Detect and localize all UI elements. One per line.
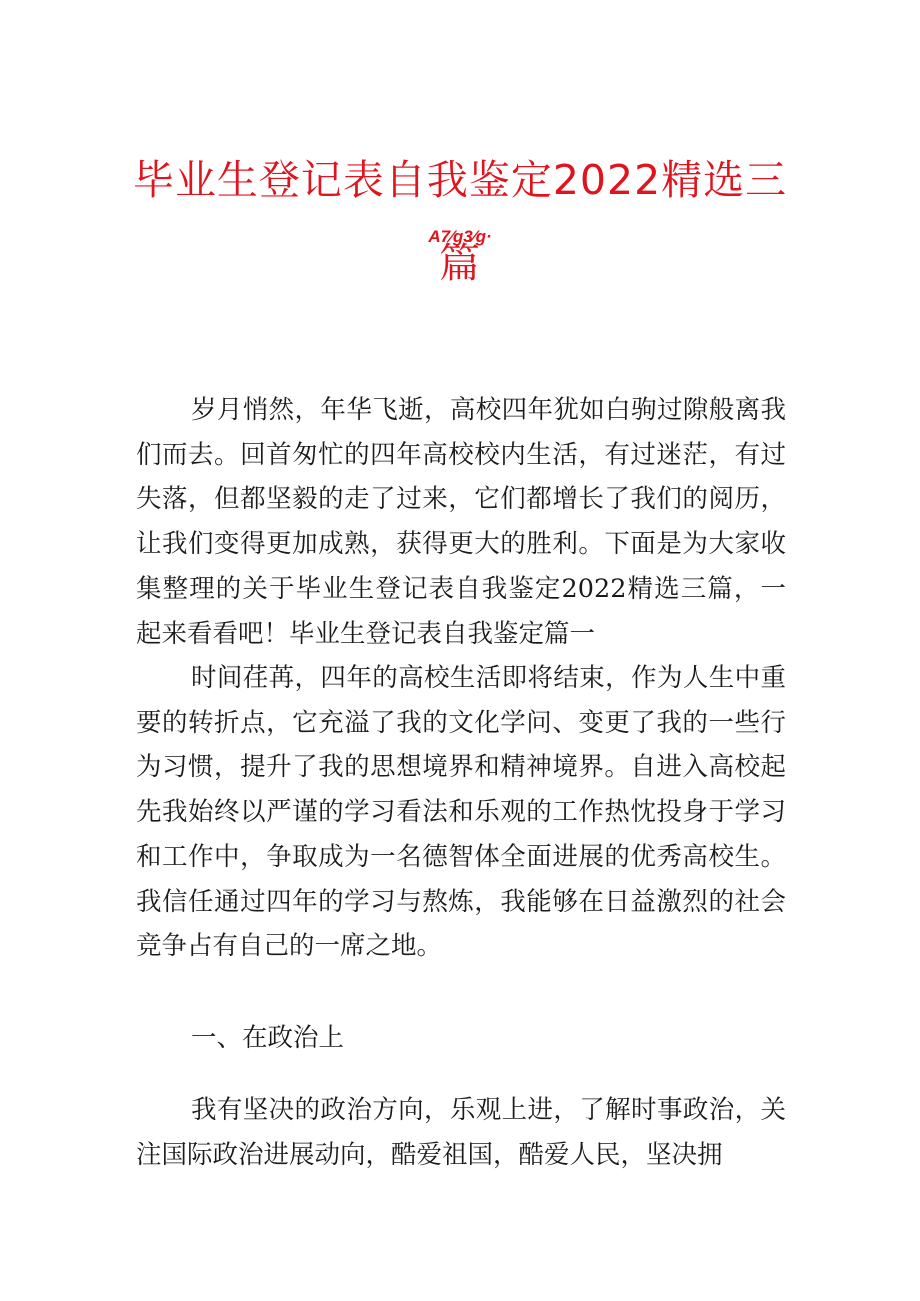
intro-paragraph-block xyxy=(136,388,786,656)
section-heading-block xyxy=(136,1016,786,1061)
paragraph-3-block xyxy=(136,1088,786,1177)
paragraph-2: 时间荏苒，四年的高校生活即将结束，作为人生中重要的转折点，它充溢了我的文化学问、变更了我的一些行为习惯，提升了我的思想境界和精神境界。自进入高校起先我始终以严谨的学习看法和乐观的工作热忱投身于学习和工作中，争取成为一名德智体全面进展的优秀高校生。我信任通过四年的学习与熬炼，我能够在日益激烈的社会竞争占有自己的一席之地。 xyxy=(136,663,786,962)
paragraph-2-block xyxy=(136,656,786,969)
intro-paragraph: 岁月悄然，年华飞逝，高校四年犹如白驹过隙般离我们而去。回首匆忙的四年高校校内生活，有过迷茫，有过失落，但都坚毅的走了过来，它们都增长了我们的阅历，让我们变得更加成熟，获得更大的胜利。下面是为大家收集整理的关于毕业生登记表自我鉴定2022精选三篇，一起来看看吧！毕业生登记表自我鉴定篇一 xyxy=(136,395,786,649)
document-title-line1: 毕业生登记表自我鉴定2022精选三 xyxy=(132,156,788,204)
document-title-line2: 篇 xyxy=(439,239,481,287)
section-heading-politics: 一、在政治上 xyxy=(191,1023,345,1053)
title-garbled-text: A7⁄g3⁄g· xyxy=(428,227,492,246)
paragraph-3: 我有坚决的政治方向，乐观上进，了解时事政治，关注国际政治进展动向，酷爱祖国，酷爱人民，坚决拥 xyxy=(136,1095,786,1170)
